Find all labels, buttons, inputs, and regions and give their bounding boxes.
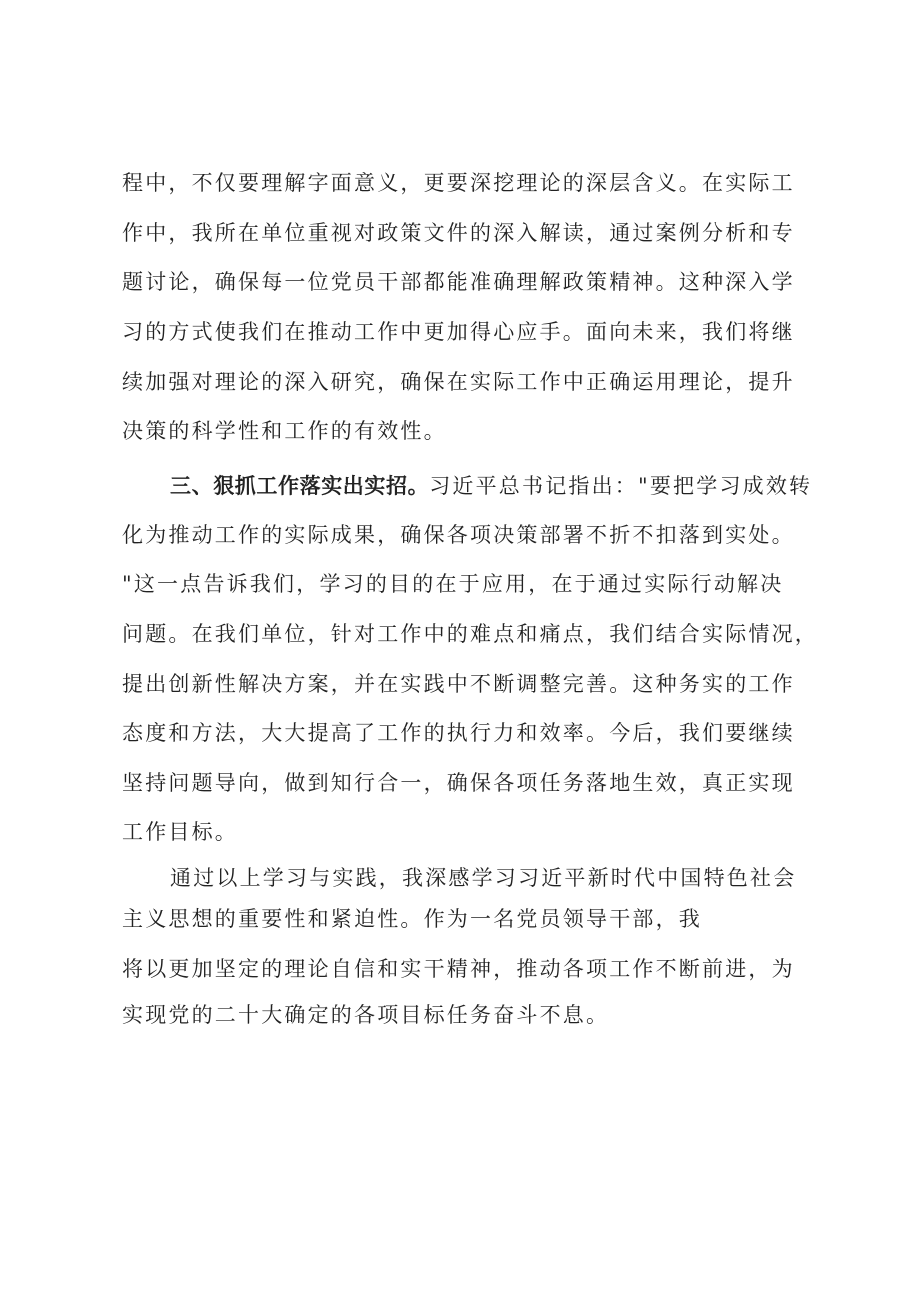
paragraph-2-line-1-text: 习近平总书记指出："要把学习成效转 — [429, 474, 813, 498]
paragraph-2-line-3: "这一点告诉我们，学习的目的在于应用，在于通过实际行动解决 — [122, 572, 784, 596]
paragraph-2-line-5: 提出创新性解决方案，并在实践中不断调整完善。这种务实的工作 — [122, 672, 795, 696]
section-heading: 三、狠抓工作落实出实招。 — [170, 474, 430, 498]
paragraph-1-line-5: 续加强对理论的深入研究，确保在实际工作中正确运用理论，提升 — [122, 370, 795, 394]
paragraph-2-line-4: 问题。在我们单位，针对工作中的难点和痛点，我们结合实际情况， — [122, 622, 818, 646]
paragraph-3-line-4: 实现党的二十大确定的各项目标任务奋斗不息。 — [122, 1003, 610, 1027]
paragraph-3-line-1: 通过以上学习与实践，我深感学习习近平新时代中国特色社会 — [170, 866, 797, 890]
paragraph-1-line-2: 作中，我所在单位重视对政策文件的深入解读，通过案例分析和专 — [122, 221, 795, 245]
paragraph-2-line-7: 坚持问题导向，做到知行合一，确保各项任务落地生效，真正实现 — [122, 771, 795, 795]
paragraph-1-line-3: 题讨论，确保每一位党员干部都能准确理解政策精神。这种深入学 — [122, 270, 795, 294]
paragraph-2-line-8: 工作目标。 — [122, 820, 238, 844]
paragraph-1-line-1: 程中，不仅要理解字面意义，更要深挖理论的深层含义。在实际工 — [122, 171, 795, 195]
paragraph-2-line-6: 态度和方法，大大提高了工作的执行力和效率。今后，我们要继续 — [122, 721, 795, 745]
paragraph-3-line-3: 将以更加坚定的理论自信和实干精神，推动各项工作不断前进，为 — [122, 957, 795, 981]
paragraph-3-line-2: 主义思想的重要性和紧迫性。作为一名党员领导干部，我 — [122, 907, 702, 931]
paragraph-2-line-2: 化为推动工作的实际成果，确保各项决策部署不折不扣落到实处。 — [122, 523, 795, 547]
paragraph-1-line-6: 决策的科学性和工作的有效性。 — [122, 419, 447, 443]
paragraph-2-line-1 — [170, 466, 812, 506]
paragraph-1-line-4: 习的方式使我们在推动工作中更加得心应手。面向未来，我们将继 — [122, 320, 795, 344]
